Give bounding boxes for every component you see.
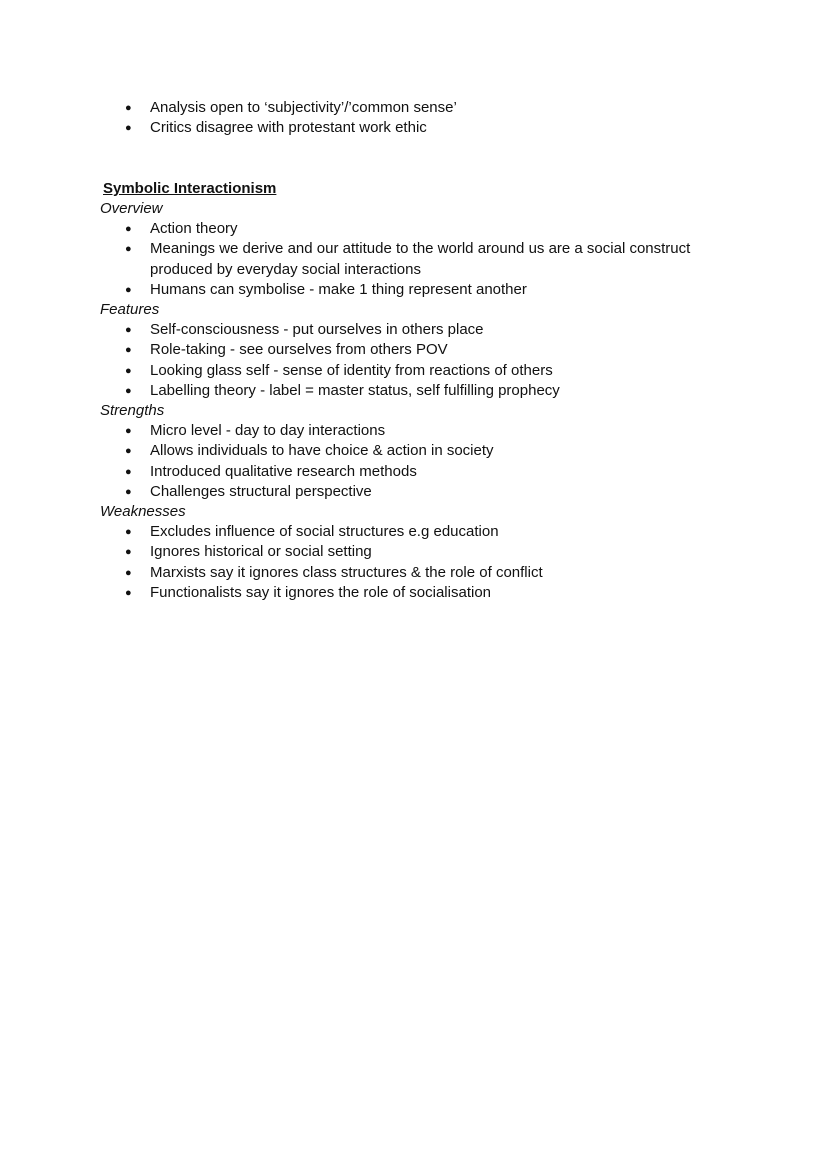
list-item: ● Allows individuals to have choice & action in society bbox=[100, 441, 740, 461]
list-item: ● Role-taking - see ourselves from others POV bbox=[100, 340, 740, 360]
previous-section-list bbox=[100, 98, 740, 138]
features-list bbox=[100, 320, 740, 401]
list-item: ● Looking glass self - sense of identity from reactions of others bbox=[100, 361, 740, 381]
subheading-overview: Overview bbox=[100, 199, 163, 217]
list-item: ● Analysis open to ‘subjectivity’/’common sense’ bbox=[100, 98, 740, 118]
strengths-list bbox=[100, 421, 740, 502]
list-item: ● Functionalists say it ignores the role of socialisation bbox=[100, 583, 740, 603]
list-item: ● Critics disagree with protestant work ethic bbox=[100, 118, 740, 138]
list-item: ● Challenges structural perspective bbox=[100, 482, 740, 502]
list-item: ● Ignores historical or social setting bbox=[100, 542, 740, 562]
list-item: ● Introduced qualitative research methods bbox=[100, 462, 740, 482]
subheading-strengths: Strengths bbox=[100, 402, 165, 420]
list-item: ● Action theory bbox=[100, 219, 740, 239]
section-heading: Symbolic Interactionism bbox=[103, 179, 277, 197]
list-item: ● Micro level - day to day interactions bbox=[100, 421, 740, 441]
document-page bbox=[100, 98, 740, 603]
list-item: ● Meanings we derive and our attitude to the world around us are a social construct produced by everyday social interactions bbox=[100, 239, 740, 279]
subheading-features: Features bbox=[100, 301, 160, 318]
list-item: ● Labelling theory - label = master status, self fulfilling prophecy bbox=[100, 381, 740, 401]
list-item: ● Excludes influence of social structures e.g education bbox=[100, 522, 740, 542]
subheading-weaknesses: Weaknesses bbox=[100, 503, 186, 521]
overview-list bbox=[100, 219, 740, 300]
list-item: ● Humans can symbolise - make 1 thing represent another bbox=[100, 280, 740, 300]
weaknesses-list bbox=[100, 522, 740, 603]
list-item: ● Marxists say it ignores class structures & the role of conflict bbox=[100, 563, 740, 583]
list-item: ● Self-consciousness - put ourselves in others place bbox=[100, 320, 740, 340]
